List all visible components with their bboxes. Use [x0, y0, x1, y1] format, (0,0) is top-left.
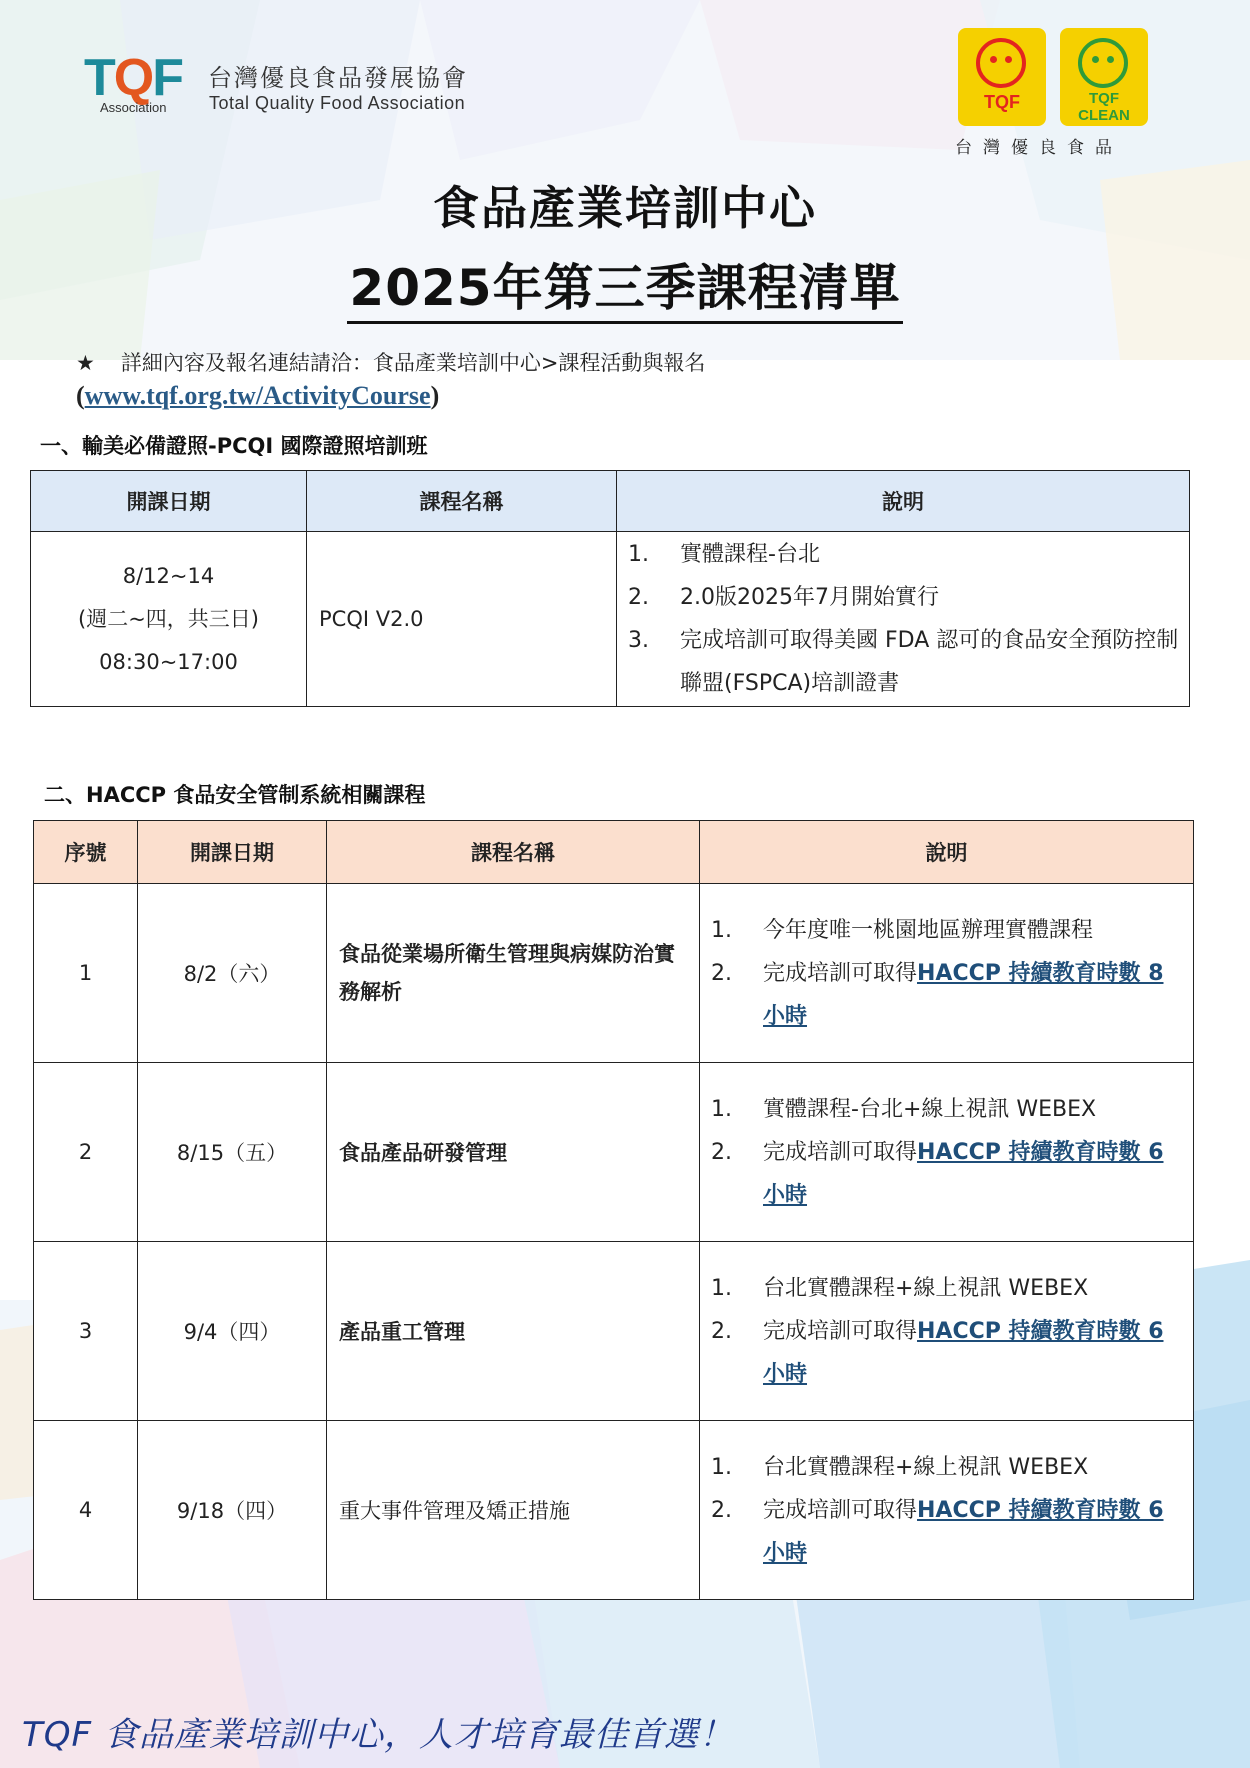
list-item: 2. 完成培訓可取得HACCP 持續教育時數 6小時	[711, 1497, 1164, 1566]
registration-link[interactable]: www.tqf.org.tw/ActivityCourse	[84, 381, 431, 410]
list-item: 1. 台北實體課程+線上視訊 WEBEX	[711, 1454, 1089, 1480]
section2-heading: 二、HACCP 食品安全管制系統相關課程	[44, 783, 426, 807]
tqf-logo	[84, 50, 182, 115]
list-item: 2. 2.0版2025年7月開始實行	[628, 585, 939, 610]
section1-heading: 一、輸美必備證照-PCQI 國際證照培訓班	[40, 434, 428, 458]
course-name: 產品重工管理	[327, 1242, 700, 1421]
list-item: 3. 完成培訓可取得美國 FDA 認可的食品安全預防控制聯盟(FSPCA)培訓證書	[628, 628, 1179, 696]
logo-association-label: Association	[100, 100, 167, 115]
course-name: 食品從業場所衛生管理與病媒防治實務解析	[327, 884, 700, 1063]
org-name-en: Total Quality Food Association	[209, 93, 466, 113]
course-description	[700, 1421, 1194, 1600]
page-title: 食品產業培訓中心	[433, 181, 817, 235]
column-header-description: 說明	[617, 471, 1190, 532]
row-number: 2	[34, 1063, 138, 1242]
column-header-description: 說明	[700, 821, 1194, 884]
registration-url-line: (www.tqf.org.tw/ActivityCourse)	[76, 381, 440, 410]
registration-note: ★ 詳細內容及報名連結請洽：食品產業培訓中心>課程活動與報名	[76, 351, 706, 375]
column-header-date: 開課日期	[138, 821, 327, 884]
tqf-badge-label: TQF	[984, 92, 1020, 112]
haccp-hours-link[interactable]: HACCP 持續教育時數 6小時	[763, 1318, 1164, 1387]
course-date: 8/2（六）	[138, 884, 327, 1063]
column-header-course: 課程名稱	[307, 471, 617, 532]
column-header-course: 課程名稱	[327, 821, 700, 884]
haccp-hours-link[interactable]: HACCP 持續教育時數 6小時	[763, 1139, 1164, 1208]
course-date: 8/12~14 (週二~四，共三日) 08:30~17:00	[31, 532, 307, 707]
course-description	[700, 1242, 1194, 1421]
course-name: 重大事件管理及矯正措施	[327, 1421, 700, 1600]
smiley-face-icon	[1078, 38, 1128, 88]
list-item: 1. 台北實體課程+線上視訊 WEBEX	[711, 1275, 1089, 1301]
list-item: 2. 完成培訓可取得HACCP 持續教育時數 8小時	[711, 960, 1164, 1029]
course-date: 8/15（五）	[138, 1063, 327, 1242]
smiley-face-icon	[976, 38, 1026, 88]
logo-letter-f: F	[152, 49, 182, 107]
course-date: 9/4（四）	[138, 1242, 327, 1421]
star-icon: ★	[76, 351, 95, 375]
table-row	[34, 1242, 1194, 1421]
column-header-no: 序號	[34, 821, 138, 884]
haccp-hours-link[interactable]: HACCP 持續教育時數 8小時	[763, 960, 1164, 1029]
list-item: 1. 實體課程-台北+線上視訊 WEBEX	[711, 1096, 1097, 1122]
list-item: 1. 實體課程-台北	[628, 542, 820, 567]
pcqi-course-table	[30, 470, 1190, 707]
list-item: 1. 今年度唯一桃園地區辦理實體課程	[711, 917, 1094, 943]
column-header-date: 開課日期	[31, 471, 307, 532]
course-name: PCQI V2.0	[307, 532, 617, 707]
table-row	[34, 1421, 1194, 1600]
row-number: 4	[34, 1421, 138, 1600]
course-description	[617, 532, 1190, 707]
course-name: 食品產品研發管理	[327, 1063, 700, 1242]
badge-caption: 台灣優良食品	[955, 138, 1123, 158]
course-description	[700, 884, 1194, 1063]
tqf-clean-badge	[1060, 28, 1148, 126]
logo-letter-q: Q	[113, 49, 153, 107]
table-header-row	[34, 821, 1194, 884]
course-date: 9/18（四）	[138, 1421, 327, 1600]
footer-slogan: TQF 食品產業培訓中心，人才培育最佳首選！	[22, 1715, 734, 1755]
org-name-zh: 台灣優良食品發展協會	[208, 64, 468, 92]
table-row	[31, 532, 1190, 707]
table-row	[34, 884, 1194, 1063]
row-number: 3	[34, 1242, 138, 1421]
logo-letter-t: T	[84, 49, 114, 107]
page-subtitle: 2025年第三季課程清單	[0, 248, 1250, 320]
table-header-row	[31, 471, 1190, 532]
haccp-course-table	[33, 820, 1194, 1600]
row-number: 1	[34, 884, 138, 1063]
list-item: 2. 完成培訓可取得HACCP 持續教育時數 6小時	[711, 1318, 1164, 1387]
course-description	[700, 1063, 1194, 1242]
haccp-hours-link[interactable]: HACCP 持續教育時數 6小時	[763, 1497, 1164, 1566]
tqf-badge	[958, 28, 1046, 126]
list-item: 2. 完成培訓可取得HACCP 持續教育時數 6小時	[711, 1139, 1164, 1208]
tqf-clean-badge-label: TQF CLEAN	[1078, 90, 1130, 124]
table-row	[34, 1063, 1194, 1242]
